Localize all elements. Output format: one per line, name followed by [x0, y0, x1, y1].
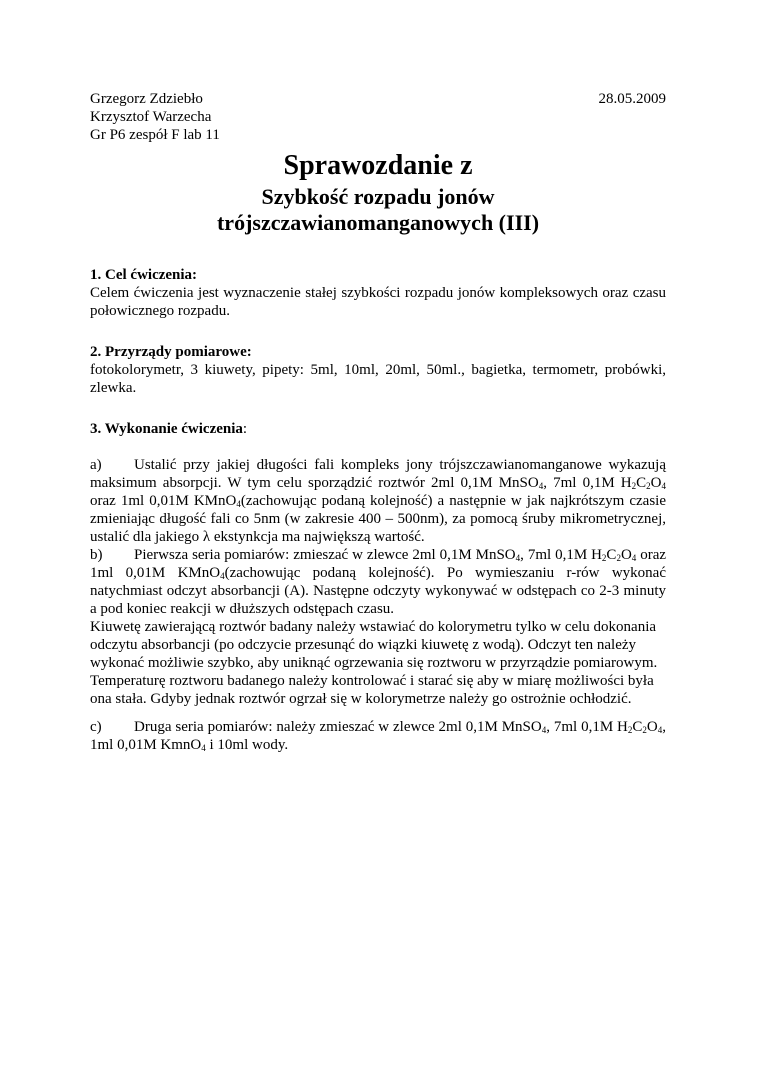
- section-3-heading-colon: :: [242, 421, 248, 437]
- section-3-heading: [90, 420, 666, 438]
- step-b-text-2: , 7ml 0,1M H: [520, 547, 602, 563]
- step-a: [90, 456, 666, 546]
- step-c-text-6: i 10ml wody.: [205, 737, 289, 753]
- section-2-text: fotokolorymetr, 3 kiuwety, pipety: 5ml, 10ml, 20ml, 50ml., bagietka, termometr, probówki, zlewka.: [90, 362, 666, 396]
- step-a-label: a): [90, 457, 102, 473]
- step-c-text-2: , 7ml 0,1M H: [546, 719, 628, 735]
- document-title: [90, 150, 666, 236]
- step-b-label: b): [90, 547, 103, 563]
- sub-4: 4: [538, 481, 544, 491]
- section-1-text: Celem ćwiczenia jest wyznaczenie stałej szybkości rozpadu jonów kompleksowych oraz czasu połowicznego rozpadu.: [90, 285, 666, 319]
- group-info: Gr P6 zespół F lab 11: [90, 127, 220, 143]
- sub-4: 4: [631, 553, 637, 563]
- author-1: Grzegorz Zdziebło: [90, 91, 203, 107]
- step-b-text-1: Pierwsza seria pomiarów: zmieszać w zlewce 2ml 0,1M MnSO: [134, 547, 516, 563]
- date: 28.05.2009: [598, 91, 666, 107]
- step-a-text-2: , 7ml 0,1M H: [543, 475, 632, 491]
- sub-4: 4: [236, 499, 241, 509]
- step-a-text-3: C: [636, 475, 647, 491]
- step-c-label: c): [90, 719, 102, 735]
- author-2: Krzysztof Warzecha: [90, 109, 212, 125]
- step-c-text-1: Druga seria pomiarów: należy zmieszać w zlewce 2ml 0,1M MnSO: [134, 719, 542, 735]
- title-line-2: Szybkość rozpadu jonów: [261, 184, 495, 209]
- sub-2: 2: [631, 481, 637, 491]
- sub-2: 2: [646, 481, 651, 491]
- title-line-1: Sprawozdanie z: [283, 150, 473, 181]
- step-a-text-6: (zachowując podaną kolejność) a następnie w jak najkrótszym czasie zmieniając długość fali co 5nm (w zakresie 400 – 500nm), za pomocą śruby mikrometrycznej, ustalić dla jakiego λ ekstynkcja ma największą wartość.: [90, 493, 666, 545]
- sub-4: 4: [657, 725, 663, 735]
- step-b-text-6: (zachowując podaną kolejność). Po wymieszaniu r-rów wykonać natychmiast odczyt absorbancji (A). Następne odczyty wykonywać w odstępach co 2-3 minuty a pod koniec reakcji w dłuższych odstępach czasu.: [90, 565, 666, 617]
- document-page: [90, 90, 666, 754]
- step-c: [90, 718, 666, 754]
- step-a-text-1: Ustalić przy jakiej długości fali kompleks jony trójszczawianomanganowe wykazują maksimum absorpcji. W tym celu sporządzić roztwór 2ml 0,1M MnSO: [90, 457, 666, 491]
- sub-4: 4: [201, 743, 206, 753]
- step-b-text-4: O: [620, 547, 632, 563]
- title-line-3: trójszczawianomanganowych (III): [216, 210, 540, 235]
- step-b-text-3: C: [606, 547, 617, 563]
- measurement-note: Kiuwetę zawierającą roztwór badany należy wstawiać do kolorymetru tylko w celu dokonania odczytu absorbancji (po odczycie przesunąć do wiązki kiuwetę z wodą). Odczyt ten należy wykonać możliwie szybko, aby uniknąć ogrzewania się roztworu w przyrządzie pomiarowym. Temperaturę roztworu badanego należy kontrolować i starać się aby w miarę możliwości była ona stała. Gdyby jednak roztwór ogrzał się w kolorymetrze należy go ostrożnie ochłodzić.: [90, 619, 658, 707]
- sub-2: 2: [616, 553, 621, 563]
- step-c-text-5: , 1ml 0,01M KmnO: [90, 719, 666, 753]
- header-line-1: [90, 90, 666, 108]
- sub-2: 2: [642, 725, 647, 735]
- sub-4: 4: [220, 571, 225, 581]
- section-2-heading: 2. Przyrządy pomiarowe:: [90, 344, 252, 360]
- sub-4: 4: [661, 481, 666, 491]
- step-b: [90, 546, 666, 618]
- step-c-text-4: O: [646, 719, 658, 735]
- step-b-text-5: oraz 1ml 0,01M KMnO: [90, 547, 667, 581]
- sub-4: 4: [515, 553, 521, 563]
- section-1-heading: 1. Cel ćwiczenia:: [90, 267, 198, 283]
- step-c-text-3: C: [632, 719, 643, 735]
- sub-2: 2: [627, 725, 633, 735]
- sub-2: 2: [601, 553, 607, 563]
- step-a-text-4: O: [650, 475, 662, 491]
- sub-4: 4: [541, 725, 547, 735]
- section-3-heading-text: 3. Wykonanie ćwiczenia: [90, 421, 243, 437]
- step-a-text-5: oraz 1ml 0,01M KMnO: [90, 493, 237, 509]
